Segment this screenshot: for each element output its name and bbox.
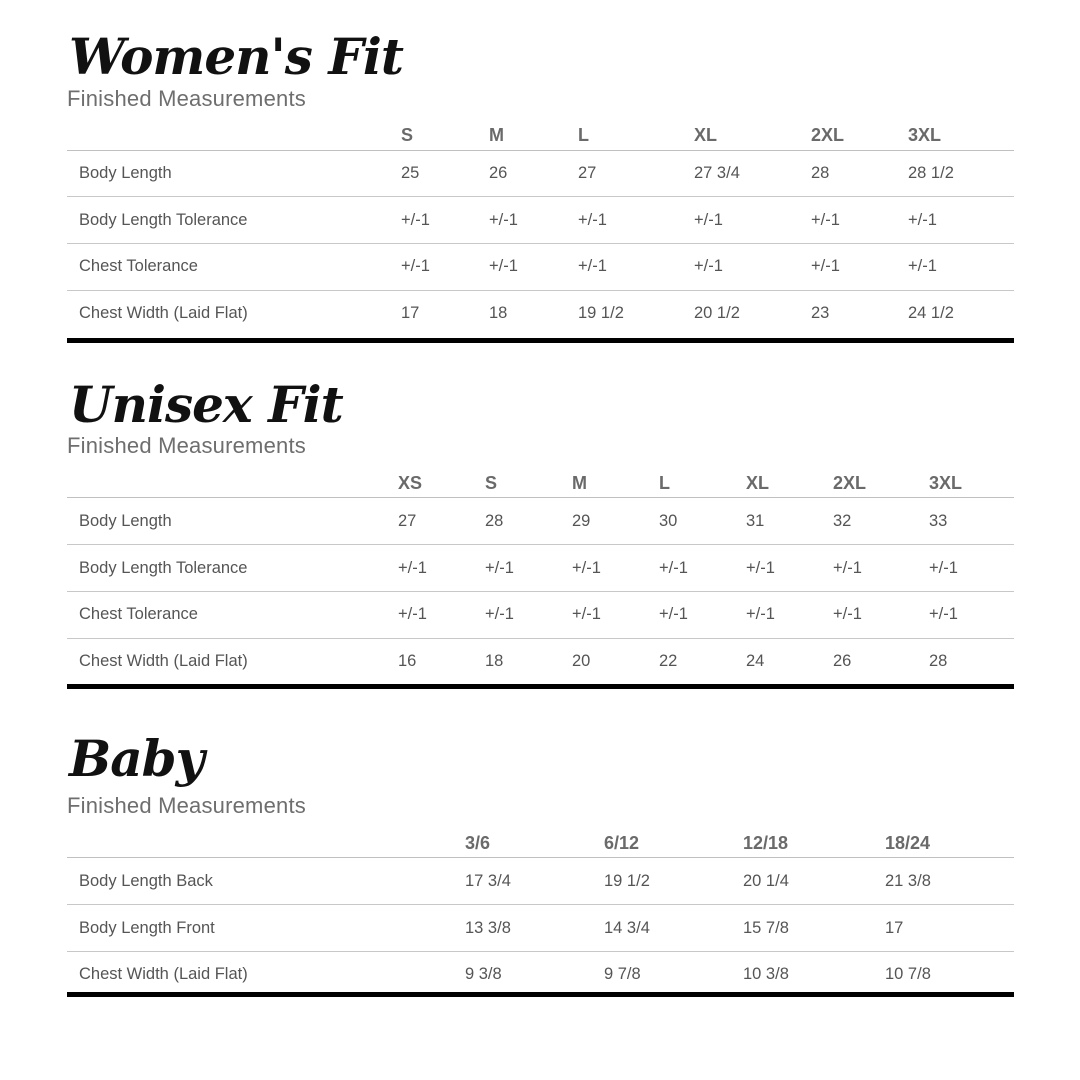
section-title: Baby: [69, 729, 204, 788]
table-cell: +/-1: [746, 605, 775, 623]
table-cell: +/-1: [833, 605, 862, 623]
table-bottom-border: [67, 684, 1014, 689]
table-cell: +/-1: [401, 257, 430, 275]
womens-fit-section: [67, 27, 1014, 346]
table-cell: 16: [398, 652, 417, 670]
table-cell: 20 1/2: [694, 304, 740, 322]
baby-section: [67, 729, 1014, 1002]
table-bottom-border: [67, 992, 1014, 997]
section-title: Unisex Fit: [69, 375, 343, 434]
table-cell: 18: [485, 652, 504, 670]
size-header: XL: [694, 125, 718, 145]
table-cell: 15 7/8: [743, 919, 789, 937]
size-header: 18/24: [885, 833, 931, 853]
row-label: Body Length: [79, 512, 172, 530]
table-cell: 20 1/4: [743, 872, 789, 890]
table-cell: +/-1: [694, 211, 723, 229]
size-header: L: [659, 473, 670, 493]
table-cell: +/-1: [572, 605, 601, 623]
table-cell: +/-1: [694, 257, 723, 275]
table-cell: 19 1/2: [578, 304, 624, 322]
section-subtitle: Finished Measurements: [67, 793, 306, 818]
table-cell: 21 3/8: [885, 872, 931, 890]
table-cell: 24: [746, 652, 765, 670]
table-cell: 27: [578, 164, 597, 182]
size-header: S: [485, 473, 498, 493]
header-divider: [67, 497, 1014, 498]
size-header: 12/18: [743, 833, 789, 853]
row-label: Body Length Front: [79, 919, 215, 937]
table-cell: +/-1: [485, 559, 514, 577]
header-divider: [67, 857, 1014, 858]
row-divider: [67, 196, 1014, 197]
table-cell: +/-1: [659, 559, 688, 577]
row-divider: [67, 544, 1014, 545]
table-cell: 9 7/8: [604, 965, 641, 983]
size-header: 3XL: [929, 473, 963, 493]
size-header: L: [578, 125, 589, 145]
section-subtitle: Finished Measurements: [67, 433, 306, 458]
table-cell: 17 3/4: [465, 872, 511, 890]
table-cell: 22: [659, 652, 678, 670]
table-cell: 28: [811, 164, 830, 182]
table-cell: +/-1: [489, 211, 518, 229]
table-cell: +/-1: [398, 605, 427, 623]
row-label: Body Length Tolerance: [79, 211, 248, 229]
row-label: Chest Width (Laid Flat): [79, 304, 248, 322]
size-header: M: [572, 473, 587, 493]
table-cell: 28: [485, 512, 504, 530]
row-divider: [67, 904, 1014, 905]
row-label: Chest Tolerance: [79, 257, 198, 275]
table-cell: +/-1: [908, 257, 937, 275]
row-divider: [67, 243, 1014, 244]
table-cell: 10 3/8: [743, 965, 789, 983]
table-cell: +/-1: [485, 605, 514, 623]
table-cell: +/-1: [908, 211, 937, 229]
table-cell: 29: [572, 512, 591, 530]
table-cell: 18: [489, 304, 508, 322]
table-cell: 32: [833, 512, 852, 530]
size-header: M: [489, 125, 504, 145]
row-label: Chest Tolerance: [79, 605, 198, 623]
row-divider: [67, 591, 1014, 592]
size-header: XL: [746, 473, 770, 493]
table-cell: 31: [746, 512, 765, 530]
table-cell: 26: [489, 164, 508, 182]
header-divider: [67, 150, 1014, 151]
unisex-fit-section: [67, 375, 1014, 694]
table-cell: 17: [885, 919, 904, 937]
table-cell: 10 7/8: [885, 965, 931, 983]
row-label: Chest Width (Laid Flat): [79, 652, 248, 670]
size-header: S: [401, 125, 414, 145]
table-cell: 17: [401, 304, 420, 322]
row-label: Chest Width (Laid Flat): [79, 965, 248, 983]
table-cell: 24 1/2: [908, 304, 954, 322]
size-header: 2XL: [811, 125, 845, 145]
table-cell: +/-1: [401, 211, 430, 229]
table-cell: 13 3/8: [465, 919, 511, 937]
table-cell: +/-1: [578, 211, 607, 229]
row-label: Body Length Back: [79, 872, 213, 890]
table-cell: +/-1: [929, 605, 958, 623]
size-header: 3/6: [465, 833, 491, 853]
size-header: 2XL: [833, 473, 867, 493]
table-cell: +/-1: [833, 559, 862, 577]
table-cell: +/-1: [811, 257, 840, 275]
row-label: Body Length: [79, 164, 172, 182]
table-cell: +/-1: [398, 559, 427, 577]
table-cell: +/-1: [811, 211, 840, 229]
table-cell: 27 3/4: [694, 164, 740, 182]
table-cell: 19 1/2: [604, 872, 650, 890]
table-cell: 25: [401, 164, 420, 182]
table-cell: 26: [833, 652, 852, 670]
table-cell: +/-1: [746, 559, 775, 577]
table-bottom-border: [67, 338, 1014, 343]
table-cell: 9 3/8: [465, 965, 502, 983]
table-cell: +/-1: [572, 559, 601, 577]
table-cell: 33: [929, 512, 948, 530]
table-cell: 27: [398, 512, 417, 530]
table-cell: +/-1: [659, 605, 688, 623]
table-cell: 28 1/2: [908, 164, 954, 182]
row-divider: [67, 290, 1014, 291]
table-cell: 28: [929, 652, 948, 670]
size-header: XS: [398, 473, 423, 493]
table-cell: 30: [659, 512, 678, 530]
table-cell: 14 3/4: [604, 919, 650, 937]
table-cell: +/-1: [489, 257, 518, 275]
size-header: 3XL: [908, 125, 942, 145]
row-divider: [67, 951, 1014, 952]
table-cell: +/-1: [929, 559, 958, 577]
size-header: 6/12: [604, 833, 640, 853]
row-label: Body Length Tolerance: [79, 559, 248, 577]
table-cell: 23: [811, 304, 830, 322]
section-title: Women's Fit: [69, 27, 403, 86]
section-subtitle: Finished Measurements: [67, 86, 306, 111]
table-cell: 20: [572, 652, 591, 670]
row-divider: [67, 638, 1014, 639]
table-cell: +/-1: [578, 257, 607, 275]
